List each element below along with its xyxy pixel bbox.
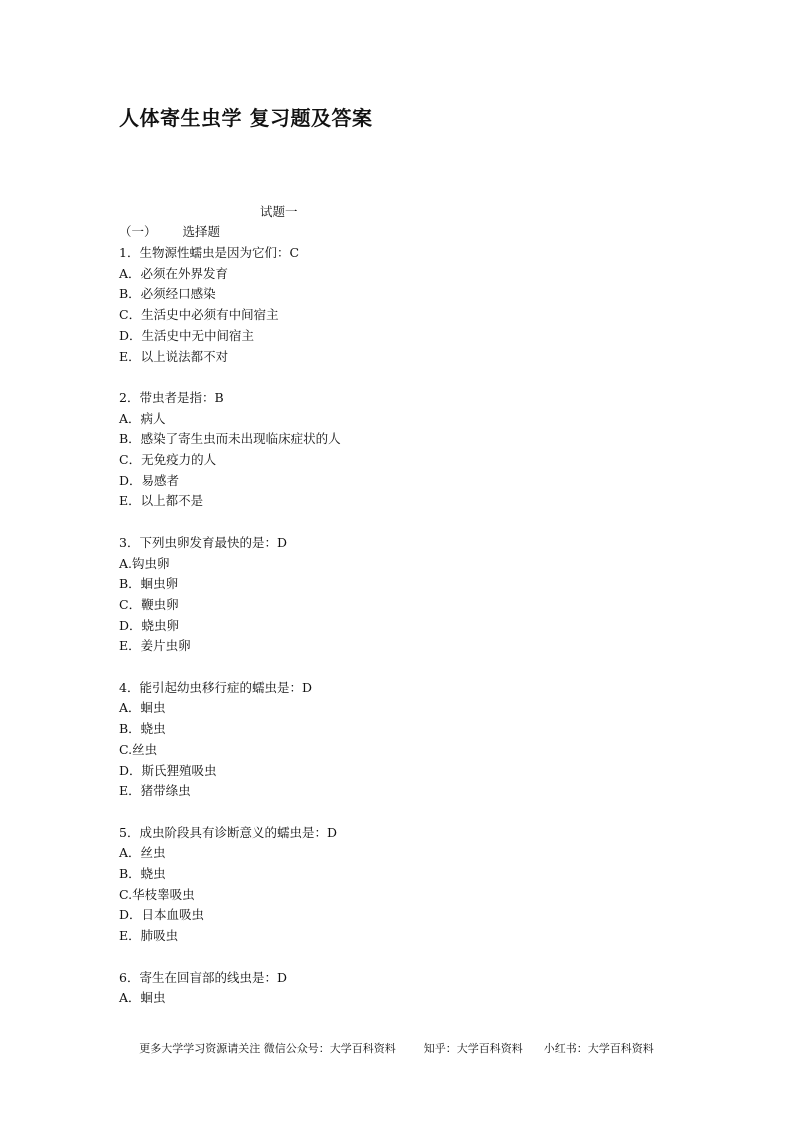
answer-option: A．蛔虫 [119,990,166,1006]
answer-option: E．肺吸虫 [119,928,179,944]
page-footer: 更多大学学习资源请关注 微信公众号：大学百科资料 知乎：大学百科资料 小红书：大学百科资料 [139,1042,654,1055]
question-block [119,243,341,367]
exam-title: 试题一 [260,204,298,219]
answer-option: A．丝虫 [119,845,166,861]
answer-option: A．必须在外界发育 [119,265,229,281]
answer-option: E．以上都不是 [119,493,204,509]
answer-option: A.钩虫卵 [119,555,170,571]
answer-option: A．病人 [119,410,166,426]
question-block [119,533,341,657]
answer-option: C．鞭虫卵 [119,596,179,612]
question-stem: 6．寄生在回盲部的线虫是：D [119,969,287,985]
question-block [119,678,341,802]
answer-option: A．蛔虫 [119,700,166,716]
answer-option: C.华枝睾吸虫 [119,886,195,902]
question-block [119,968,341,1009]
question-stem: 4．能引起幼虫移行症的蠕虫是：D [119,679,312,695]
answer-option: C．无免疫力的人 [119,452,217,468]
answer-option: D．斯氏狸殖吸虫 [119,762,217,778]
document-title: 人体寄生虫学 复习题及答案 [119,106,373,130]
answer-option: B．必须经口感染 [119,286,216,302]
answer-option: E．姜片虫卵 [119,638,191,654]
answer-option: D．蛲虫卵 [119,617,180,633]
answer-option: B．蛲虫 [119,866,166,882]
question-block [119,388,341,512]
answer-option: C.丝虫 [119,741,158,757]
answer-option: D．易感者 [119,472,180,488]
answer-option: E．以上说法都不对 [119,348,229,364]
answer-option: D．生活史中无中间宿主 [119,327,255,343]
question-stem: 3．下列虫卵发育最快的是：D [119,534,287,550]
answer-option: B．蛔虫卵 [119,576,179,592]
answer-option: D．日本血吸虫 [119,907,205,923]
section-number: （一） [119,224,157,239]
section-name: 选择题 [182,224,221,239]
question-stem: 2．带虫者是指：B [119,389,224,405]
answer-option: B．感染了寄生虫而未出现临床症状的人 [119,431,341,447]
answer-option: C．生活史中必须有中间宿主 [119,307,279,323]
question-stem: 1．生物源性蠕虫是因为它们：C [119,245,300,260]
question-list [119,243,341,1030]
section-heading [119,222,220,240]
question-block [119,823,341,947]
question-stem: 5．成虫阶段具有诊断意义的蠕虫是：D [119,824,337,840]
answer-option: E．猪带绦虫 [119,783,191,799]
answer-option: B．蛲虫 [119,721,166,737]
